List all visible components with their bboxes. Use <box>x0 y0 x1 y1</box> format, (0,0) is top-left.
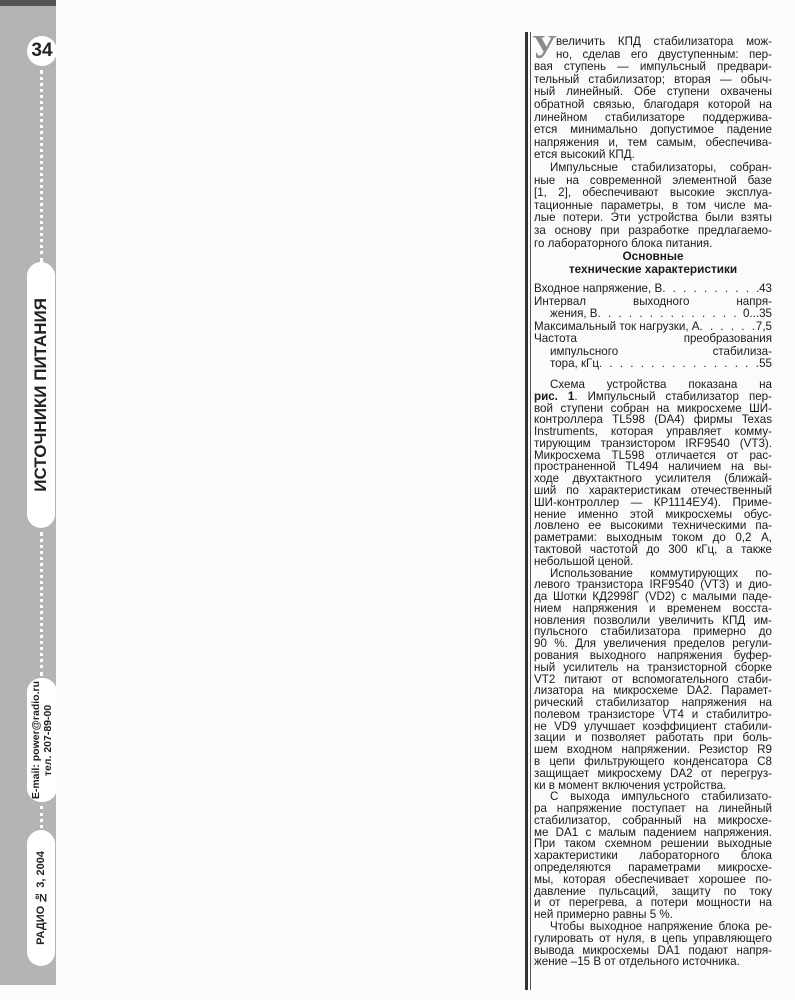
text-line: лизатора на микросхеме DA2. Парамет- <box>534 685 772 698</box>
text-line: VT2 питают от вспомогательного стаби- <box>534 673 772 686</box>
text-line: раметрами: выходным током до 0,2 А, <box>534 532 772 544</box>
text-line: за основу при разработке предлагаемо- <box>534 224 772 237</box>
spec-item <box>534 283 772 296</box>
text-line: полевом транзисторе VT4 и стабилитро- <box>534 708 772 721</box>
spec-label: жения, В <box>550 307 598 320</box>
text-line: тельный стабилизатор; вторая — обыч- <box>534 73 772 86</box>
spec-line: импульсного стабилиза- <box>550 345 772 358</box>
specs-list <box>534 283 772 371</box>
text-line: тирующим транзистором IRF9540 (VT3). <box>534 437 772 450</box>
dot-leader <box>662 283 759 296</box>
text-line: [1, 2], обеспечивают высокие эксплуа- <box>534 187 772 200</box>
intro-text <box>534 36 772 250</box>
text-line: Instruments, которая управляет комму- <box>534 426 772 438</box>
text-line: зации и позволяет работать при боль- <box>534 732 772 745</box>
dot-leader <box>599 358 759 371</box>
text-line: тактовой частотой до 300 кГц, а также <box>534 543 772 556</box>
text-line: ней примерно равны 5 %. <box>534 909 673 921</box>
column-rule <box>530 32 531 990</box>
spec-value: 0...35 <box>742 307 772 320</box>
spec-value: 43 <box>759 282 772 295</box>
dot-leader <box>700 321 756 334</box>
text-line: лые потери. Эти устройства были взяты <box>534 212 772 225</box>
text-line: стабилизатор, собранный на микросхе- <box>534 814 772 827</box>
text-line: Импульсные стабилизаторы, собран- <box>550 161 772 174</box>
figure-reference: рис. 1 <box>534 390 575 403</box>
text-fragment: . Импульсный стабилизатор пер- <box>574 390 772 403</box>
issue-pill <box>27 830 55 966</box>
spec-item <box>534 358 772 371</box>
text-line: пространенной TL494 наличием на вы- <box>534 461 772 474</box>
spec-item <box>534 308 772 321</box>
text-line: ШИ-контроллер — КР1114ЕУ4). Приме- <box>534 496 772 509</box>
text-line: ные на современной элементной базе <box>534 174 772 187</box>
text-line: левого транзистора IRF9540 (VT3) и дио- <box>534 579 772 592</box>
text-line: мы, которая обеспечивает хорошее по- <box>534 873 772 886</box>
text-line: определяются параметрами микросхе- <box>534 862 772 874</box>
text-line: ра напряжение поступает на линейный <box>534 803 772 815</box>
text-line: ки в момент включения устройства. <box>534 779 727 792</box>
text-line: Схема устройства показана на <box>550 379 772 391</box>
spec-label: Максимальный ток нагрузки, А <box>534 319 700 333</box>
text-line: ший по характеристикам отечественный <box>534 485 772 497</box>
spec-item <box>534 321 772 334</box>
top-bar <box>0 0 56 6</box>
text-line: тационные параметры, в том числе ма- <box>534 199 772 212</box>
text-line: ный линейный. Обе ступени охвачены <box>534 86 772 99</box>
text-line: ловлено ее высокими техническими па- <box>534 520 772 533</box>
issue-label: РАДИО № 3, 2004 <box>35 851 47 945</box>
text-line: и от перегрева, а потери мощности на <box>534 897 772 910</box>
heading-line: технические характеристики <box>568 261 738 276</box>
spec-value: 55 <box>759 357 772 370</box>
dot-leader <box>598 308 743 321</box>
contact-info <box>30 681 54 799</box>
text-line: Использование коммутирующих по- <box>550 567 772 580</box>
text-line: ме DA1 с малым падением напряжения. <box>534 826 772 839</box>
text-line: ный усилитель на транзисторной сборке <box>534 661 772 674</box>
specs-heading <box>534 250 772 275</box>
text-line: нение именно этой микросхемы обус- <box>534 508 772 521</box>
spec-label: тора, кГц <box>550 357 599 370</box>
text-line: го лабораторного блока питания. <box>534 237 713 250</box>
column-rule <box>525 32 528 990</box>
text-line: При таком схемном решении выходные <box>534 838 772 851</box>
drop-cap: У <box>532 29 557 66</box>
section-title-pill <box>27 262 55 528</box>
dotted-divider <box>40 532 46 676</box>
text-line: С выхода импульсного стабилизато- <box>550 791 772 804</box>
spec-line: Интервал выходного напря- <box>534 295 772 308</box>
text-line: контроллера TL598 (DA4) фирмы Texas <box>534 414 772 427</box>
text-line: защищает микросхему DA2 от перегруз- <box>534 767 772 780</box>
text-line: ходе двухтактного усилителя (ближай- <box>534 473 772 486</box>
text-line <box>534 391 772 403</box>
text-line: ется минимально допустимое падение <box>534 124 772 137</box>
spec-line: Частота преобразования <box>534 333 772 345</box>
dotted-divider <box>40 806 46 828</box>
text-line: рования выходного напряжения буфер- <box>534 649 772 662</box>
text-line: линейном стабилизаторе поддержива- <box>534 111 772 124</box>
text-line: Чтобы выходное напряжение блока ре- <box>550 920 772 933</box>
spec-label: Входное напряжение, В <box>534 282 663 295</box>
text-line: новления позволили увеличить КПД им- <box>534 614 772 627</box>
text-line: величить КПД стабилизатора мож- <box>556 36 772 48</box>
email: E-mail: power@radio.ru <box>30 680 42 800</box>
text-line: рический стабилизатор напряжения на <box>534 697 772 709</box>
section-title: ИСТОЧНИКИ ПИТАНИЯ <box>31 298 50 492</box>
page-number: 34 <box>27 36 57 66</box>
text-line: шем входном напряжении. Резистор R9 <box>534 744 772 756</box>
text-line: гулировать от нуля, в цепь управляющего <box>534 932 772 945</box>
text-line: Микросхема TL598 отличается от рас- <box>534 449 772 462</box>
text-line: в цепи фильтрующего конденсатора С8 <box>534 756 772 768</box>
text-line: напряжения и, тем самым, обеспечива- <box>534 136 772 149</box>
text-line: вой ступени собран на микросхеме ШИ- <box>534 402 772 415</box>
body-text <box>534 379 772 968</box>
text-line: пульсного стабилизатора примерно до <box>534 626 772 639</box>
dotted-divider <box>40 70 46 262</box>
contact-pill <box>27 678 57 802</box>
text-line: нием напряжения и временем восста- <box>534 602 772 615</box>
text-line: да Шотки КД2998Г (VD2) с малыми паде- <box>534 591 772 603</box>
spec-value: 7,5 <box>755 319 772 333</box>
text-line: не VD9 улучшает коэффициент стабили- <box>534 720 772 733</box>
text-line: жение –15 В от отдельного источника. <box>534 956 740 969</box>
phone: тел. 207-89-00 <box>42 704 54 776</box>
text-line: характеристики лабораторного блока <box>534 850 772 863</box>
text-line: ется высокий КПД. <box>534 149 635 162</box>
heading-line: Основные <box>622 249 684 263</box>
text-line: небольшой ценой. <box>534 555 634 568</box>
text-line: обратной связью, благодаря которой на <box>534 98 772 111</box>
text-line: но, сделав его двуступенным: пер- <box>556 48 772 61</box>
text-line: вывода микросхемы DA1 подают напря- <box>534 944 772 957</box>
text-line: вая ступень — импульсный предвари- <box>534 61 772 74</box>
text-line: давление пульсаций, защиту по току <box>534 885 772 898</box>
text-line: 90 %. Для увеличения пределов регули- <box>534 638 772 650</box>
